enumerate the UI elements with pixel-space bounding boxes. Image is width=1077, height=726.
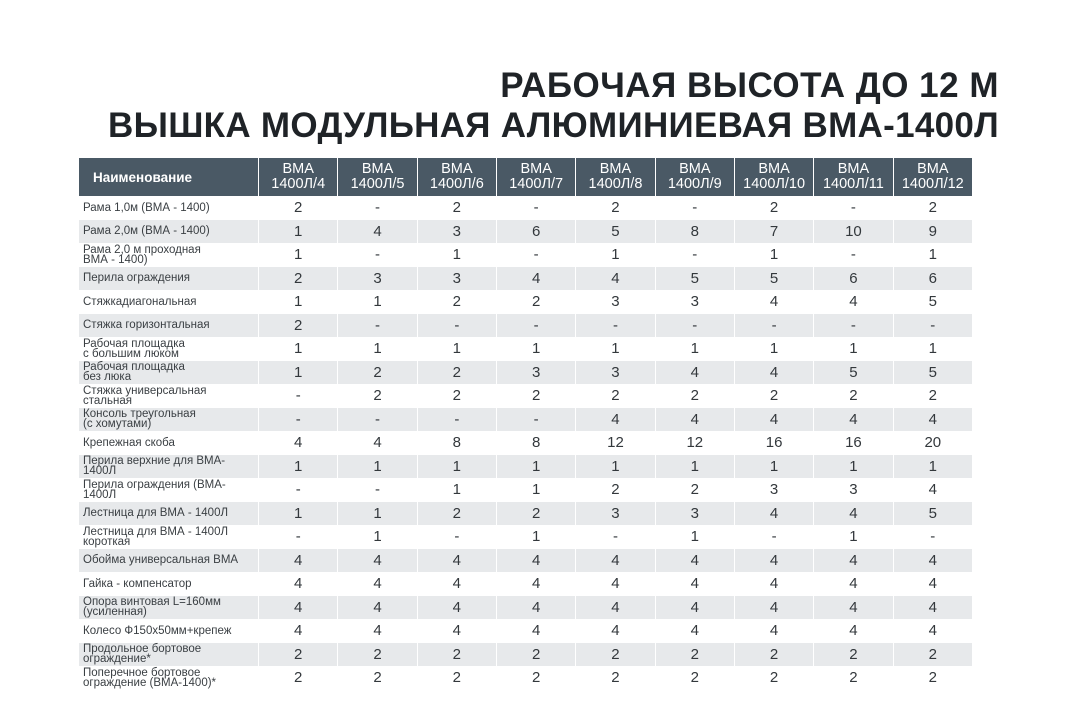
title-line-1: РАБОЧАЯ ВЫСОТА ДО 12 М (500, 66, 999, 105)
quantity-cell: 2 (417, 290, 496, 314)
column-header-bottom: 1400Л/12 (901, 176, 964, 192)
quantity-cell: 1 (893, 243, 972, 267)
quantity-cell: 5 (893, 290, 972, 314)
row-item-name: Крепежная скоба (79, 431, 258, 455)
quantity-cell: 1 (655, 525, 734, 549)
quantity-cell: 4 (337, 596, 416, 620)
quantity-cell: - (655, 314, 734, 338)
quantity-cell: 4 (655, 572, 734, 596)
table-row (79, 290, 972, 314)
table-row (79, 196, 972, 220)
quantity-cell: 4 (893, 549, 972, 573)
column-header-top: ВМА (837, 161, 870, 177)
quantity-cell: 4 (575, 267, 654, 291)
quantity-cell: - (417, 525, 496, 549)
quantity-cell: 2 (417, 384, 496, 408)
quantity-cell: 3 (575, 290, 654, 314)
quantity-cell: 4 (258, 572, 337, 596)
quantity-cell: - (734, 525, 813, 549)
quantity-cell: - (893, 525, 972, 549)
quantity-cell: 4 (734, 549, 813, 573)
quantity-cell: 1 (813, 337, 892, 361)
quantity-cell: - (496, 408, 575, 432)
quantity-cell: 2 (417, 361, 496, 385)
row-item-name: Перила ограждения (ВМА- 1400Л (79, 478, 258, 502)
quantity-cell: 1 (575, 243, 654, 267)
quantity-cell: - (337, 478, 416, 502)
quantity-cell: - (258, 478, 337, 502)
quantity-cell: 3 (575, 502, 654, 526)
quantity-cell: 1 (893, 455, 972, 479)
quantity-cell: 1 (258, 455, 337, 479)
table-row (79, 408, 972, 432)
quantity-cell: 2 (734, 643, 813, 667)
quantity-cell: 4 (734, 361, 813, 385)
quantity-cell: 2 (258, 666, 337, 690)
row-item-name: Колесо Ф150х50мм+крепеж (79, 619, 258, 643)
quantity-cell: 1 (575, 337, 654, 361)
quantity-cell: 2 (813, 666, 892, 690)
quantity-cell: 4 (417, 619, 496, 643)
column-header-model (258, 158, 337, 196)
quantity-cell: - (258, 408, 337, 432)
row-item-name: Опора винтовая L=160мм (усиленная) (79, 596, 258, 620)
quantity-cell: 1 (417, 455, 496, 479)
quantity-cell: 4 (655, 596, 734, 620)
quantity-cell: 2 (258, 267, 337, 291)
quantity-cell: 4 (893, 596, 972, 620)
quantity-cell: 4 (337, 619, 416, 643)
row-item-name: Обойма универсальная ВМА (79, 549, 258, 573)
quantity-cell: 4 (813, 596, 892, 620)
quantity-cell: 2 (575, 666, 654, 690)
row-item-name: Рама 2,0м (ВМА - 1400) (79, 220, 258, 244)
quantity-cell: 3 (496, 361, 575, 385)
quantity-cell: 2 (417, 666, 496, 690)
table-body (79, 196, 972, 690)
quantity-cell: 4 (337, 549, 416, 573)
row-item-name: Рабочая площадка без люка (79, 361, 258, 385)
quantity-cell: 1 (417, 478, 496, 502)
quantity-cell: 1 (337, 290, 416, 314)
quantity-cell: 6 (893, 267, 972, 291)
quantity-cell: 1 (417, 337, 496, 361)
table-row (79, 220, 972, 244)
component-table (79, 158, 972, 690)
quantity-cell: 4 (575, 596, 654, 620)
column-header-top: ВМА (282, 161, 314, 177)
quantity-cell: 10 (813, 220, 892, 244)
column-header-bottom: 1400Л/9 (667, 176, 722, 192)
quantity-cell: 16 (734, 431, 813, 455)
quantity-cell: - (337, 243, 416, 267)
quantity-cell: 4 (496, 572, 575, 596)
quantity-cell: 4 (496, 267, 575, 291)
quantity-cell: 4 (734, 572, 813, 596)
quantity-cell: 4 (655, 619, 734, 643)
quantity-cell: 4 (813, 619, 892, 643)
quantity-cell: 4 (813, 502, 892, 526)
quantity-cell: 2 (813, 384, 892, 408)
quantity-cell: 5 (575, 220, 654, 244)
quantity-cell: 2 (417, 196, 496, 220)
column-header-model (893, 158, 972, 196)
quantity-cell: 4 (417, 549, 496, 573)
row-item-name: Рама 2,0 м проходная ВМА - 1400) (79, 243, 258, 267)
quantity-cell: 1 (258, 361, 337, 385)
quantity-cell: - (496, 314, 575, 338)
table-row (79, 643, 972, 667)
quantity-cell: 2 (734, 384, 813, 408)
quantity-cell: - (575, 525, 654, 549)
quantity-cell: 16 (813, 431, 892, 455)
table-row (79, 455, 972, 479)
quantity-cell: 1 (417, 243, 496, 267)
quantity-cell: 4 (575, 549, 654, 573)
quantity-cell: - (417, 314, 496, 338)
quantity-cell: 8 (496, 431, 575, 455)
quantity-cell: 1 (337, 455, 416, 479)
quantity-cell: 4 (655, 549, 734, 573)
quantity-cell: 8 (655, 220, 734, 244)
table-row (79, 478, 972, 502)
table-row (79, 267, 972, 291)
quantity-cell: 2 (893, 666, 972, 690)
quantity-cell: 1 (655, 337, 734, 361)
row-item-name: Лестница для ВМА - 1400Л короткая (79, 525, 258, 549)
column-header-top: ВМА (441, 161, 473, 177)
quantity-cell: 4 (417, 596, 496, 620)
quantity-cell: 4 (337, 220, 416, 244)
quantity-cell: - (258, 384, 337, 408)
table-row (79, 596, 972, 620)
column-header-top: ВМА (361, 161, 394, 177)
table-row (79, 243, 972, 267)
column-header-model (813, 158, 892, 196)
quantity-cell: 9 (893, 220, 972, 244)
quantity-cell: 20 (893, 431, 972, 455)
quantity-cell: 6 (496, 220, 575, 244)
column-header-top: ВМА (917, 161, 949, 177)
quantity-cell: 4 (893, 478, 972, 502)
quantity-cell: 2 (337, 643, 416, 667)
column-header-top: ВМА (679, 161, 711, 177)
quantity-cell: 2 (893, 384, 972, 408)
quantity-cell: 1 (575, 455, 654, 479)
quantity-cell: 2 (417, 643, 496, 667)
table-row (79, 572, 972, 596)
quantity-cell: - (337, 408, 416, 432)
quantity-cell: 1 (496, 455, 575, 479)
quantity-cell: 4 (258, 431, 337, 455)
column-header-bottom: 1400Л/6 (429, 176, 484, 192)
quantity-cell: 2 (813, 643, 892, 667)
quantity-cell: 4 (258, 596, 337, 620)
quantity-cell: 7 (734, 220, 813, 244)
quantity-cell: 4 (417, 572, 496, 596)
quantity-cell: 2 (337, 384, 416, 408)
table-row (79, 431, 972, 455)
row-item-name: Поперечное бортовое ограждение (ВМА-1400)* (79, 666, 258, 690)
column-header-top: ВМА (520, 161, 552, 177)
quantity-cell: 1 (337, 525, 416, 549)
row-item-name: Перила верхние для ВМА- 1400Л (79, 455, 258, 479)
column-header-name: Наименование (79, 158, 258, 196)
quantity-cell: - (417, 408, 496, 432)
row-item-name: Лестница для ВМА - 1400Л (79, 502, 258, 526)
table-row (79, 549, 972, 573)
quantity-cell: 2 (496, 384, 575, 408)
quantity-cell: - (813, 196, 892, 220)
column-header-bottom: 1400Л/4 (271, 176, 326, 192)
column-header-model (337, 158, 416, 196)
table-row (79, 384, 972, 408)
quantity-cell: 2 (496, 666, 575, 690)
column-header-bottom: 1400Л/5 (350, 176, 405, 192)
table-row (79, 666, 972, 690)
column-header-bottom: 1400Л/8 (588, 176, 643, 192)
quantity-cell: 4 (337, 572, 416, 596)
quantity-cell: 12 (575, 431, 654, 455)
table-header-row (79, 158, 972, 196)
quantity-cell: 1 (258, 220, 337, 244)
quantity-cell: 5 (734, 267, 813, 291)
quantity-cell: 2 (417, 502, 496, 526)
row-item-name: Продольное бортовое ограждение* (79, 643, 258, 667)
quantity-cell: 3 (417, 220, 496, 244)
quantity-cell: 6 (813, 267, 892, 291)
quantity-cell: 2 (496, 502, 575, 526)
column-header-bottom: 1400Л/10 (743, 176, 806, 192)
quantity-cell: 4 (734, 502, 813, 526)
quantity-cell: 4 (734, 619, 813, 643)
quantity-cell: 3 (813, 478, 892, 502)
row-item-name: Стяжка горизонтальная (79, 314, 258, 338)
quantity-cell: 2 (575, 196, 654, 220)
quantity-cell: - (813, 243, 892, 267)
quantity-cell: - (337, 314, 416, 338)
quantity-cell: 1 (258, 337, 337, 361)
quantity-cell: - (575, 314, 654, 338)
quantity-cell: 4 (575, 408, 654, 432)
column-header-model (734, 158, 813, 196)
title-line-2: ВЫШКА МОДУЛЬНАЯ АЛЮМИНИЕВАЯ ВМА-1400Л (108, 106, 999, 145)
quantity-cell: 4 (893, 572, 972, 596)
quantity-cell: 1 (496, 525, 575, 549)
quantity-cell: 2 (496, 290, 575, 314)
column-header-bottom: 1400Л/11 (822, 176, 884, 192)
quantity-cell: 3 (734, 478, 813, 502)
quantity-cell: 4 (734, 408, 813, 432)
quantity-cell: - (734, 314, 813, 338)
page-title (108, 68, 999, 143)
quantity-cell: 4 (813, 572, 892, 596)
quantity-cell: 8 (417, 431, 496, 455)
quantity-cell: 3 (655, 502, 734, 526)
quantity-cell: 2 (337, 666, 416, 690)
quantity-cell: 1 (337, 502, 416, 526)
quantity-cell: 1 (496, 337, 575, 361)
quantity-cell: 2 (655, 643, 734, 667)
quantity-cell: 2 (337, 361, 416, 385)
quantity-cell: 4 (813, 290, 892, 314)
row-item-name: Стяжка универсальная стальная (79, 384, 258, 408)
quantity-cell: 2 (258, 643, 337, 667)
quantity-cell: 2 (575, 384, 654, 408)
quantity-cell: 1 (734, 455, 813, 479)
row-item-name: Перила ограждения (79, 267, 258, 291)
quantity-cell: 2 (655, 384, 734, 408)
quantity-cell: - (337, 196, 416, 220)
table-row (79, 337, 972, 361)
quantity-cell: 4 (575, 619, 654, 643)
quantity-cell: 1 (258, 290, 337, 314)
quantity-cell: 4 (734, 596, 813, 620)
quantity-cell: 1 (813, 455, 892, 479)
table-row (79, 619, 972, 643)
quantity-cell: 4 (813, 408, 892, 432)
quantity-cell: - (258, 525, 337, 549)
quantity-cell: 3 (417, 267, 496, 291)
column-header-model (417, 158, 496, 196)
quantity-cell: 4 (575, 572, 654, 596)
quantity-cell: - (496, 196, 575, 220)
quantity-cell: 2 (893, 643, 972, 667)
quantity-cell: 2 (734, 196, 813, 220)
quantity-cell: 5 (813, 361, 892, 385)
row-item-name: Стяжкадиагональная (79, 290, 258, 314)
quantity-cell: 2 (258, 314, 337, 338)
quantity-cell: 1 (734, 337, 813, 361)
quantity-cell: 1 (813, 525, 892, 549)
quantity-cell: 2 (258, 196, 337, 220)
row-item-name: Рама 1,0м (ВМА - 1400) (79, 196, 258, 220)
quantity-cell: 4 (258, 619, 337, 643)
quantity-cell: 4 (496, 549, 575, 573)
quantity-cell: 1 (655, 455, 734, 479)
quantity-cell: 4 (655, 408, 734, 432)
row-item-name: Консоль треугольная (с хомутами) (79, 408, 258, 432)
quantity-cell: 3 (575, 361, 654, 385)
quantity-cell: 2 (496, 643, 575, 667)
column-header-model (655, 158, 734, 196)
quantity-cell: 4 (337, 431, 416, 455)
quantity-cell: 4 (496, 596, 575, 620)
table-row (79, 314, 972, 338)
quantity-cell: 1 (893, 337, 972, 361)
quantity-cell: 2 (655, 478, 734, 502)
quantity-cell: 3 (655, 290, 734, 314)
quantity-cell: 5 (655, 267, 734, 291)
column-header-model (575, 158, 654, 196)
quantity-cell: - (655, 196, 734, 220)
quantity-cell: 1 (496, 478, 575, 502)
column-header-top: ВМА (599, 161, 632, 177)
quantity-cell: 2 (655, 666, 734, 690)
quantity-cell: 4 (655, 361, 734, 385)
column-header-model (496, 158, 575, 196)
quantity-cell: 4 (734, 290, 813, 314)
quantity-cell: 3 (337, 267, 416, 291)
quantity-cell: 4 (893, 619, 972, 643)
row-item-name: Рабочая площадка с большим люком (79, 337, 258, 361)
quantity-cell: 1 (258, 502, 337, 526)
quantity-cell: 4 (893, 408, 972, 432)
table-row (79, 502, 972, 526)
quantity-cell: 1 (258, 243, 337, 267)
quantity-cell: - (655, 243, 734, 267)
quantity-cell: 4 (496, 619, 575, 643)
quantity-cell: - (893, 314, 972, 338)
quantity-cell: 12 (655, 431, 734, 455)
column-header-top: ВМА (758, 161, 790, 177)
quantity-cell: 2 (734, 666, 813, 690)
quantity-cell: 1 (337, 337, 416, 361)
quantity-cell: 5 (893, 502, 972, 526)
column-header-bottom: 1400Л/7 (509, 176, 564, 192)
quantity-cell: 4 (813, 549, 892, 573)
quantity-cell: 4 (258, 549, 337, 573)
quantity-cell: 2 (575, 478, 654, 502)
quantity-cell: 2 (575, 643, 654, 667)
quantity-cell: - (813, 314, 892, 338)
quantity-cell: 2 (893, 196, 972, 220)
quantity-cell: 5 (893, 361, 972, 385)
row-item-name: Гайка - компенсатор (79, 572, 258, 596)
table-row (79, 525, 972, 549)
quantity-cell: - (496, 243, 575, 267)
quantity-cell: 1 (734, 243, 813, 267)
table-row (79, 361, 972, 385)
